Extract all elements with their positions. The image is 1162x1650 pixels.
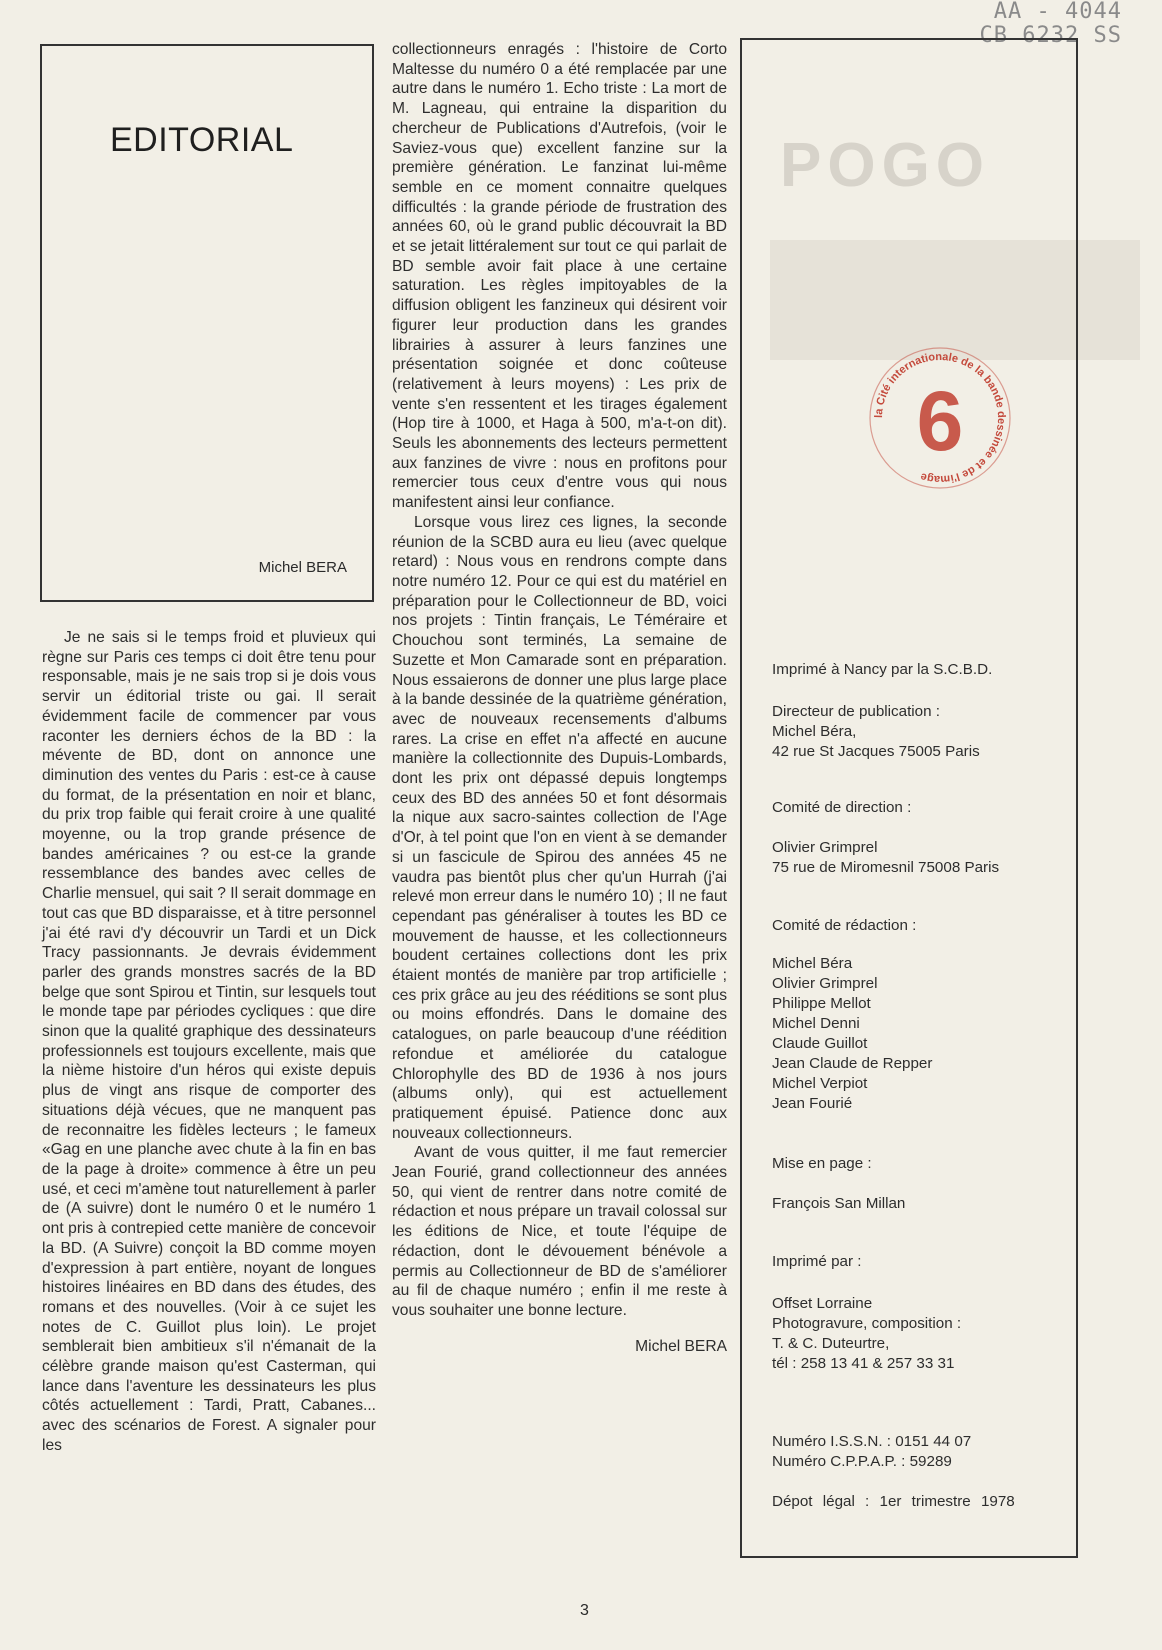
article-column-1: [42, 628, 376, 1456]
article-paragraph: Je ne sais si le temps froid et pluvieux qui règne sur Paris ces temps ci doit être tenu pour responsable, mais je ne sais trop si je dois vous servir un éditorial triste ou gai. Il serait évidemment facile de commencer par vous raconter les derniers échos de la BD : la mévente de BD, dont on annonce une diminution des ventes du Paris : est-ce à cause du format, de la présentation en noir et blanc, du prix trop faible qui ferait croire à une qualité moyenne, ou la trop grande présence de bandes américaines ? ou est-ce la grande ressemblance des bandes avec celles de Charlie mensuel, qui sait ? Il serait dommage en tout cas que BD disparaisse, et à titre personnel j'ai été ravi d'y découvrir un Tardi et un Dick Tracy passionnants. Je devrais évidemment parler des grands monstres sacrés de la BD belge que sont Spirou et Tintin, sur lesquels tout le monde tape par périodes cycliques : que dire sinon que la qualité graphique des dessinateurs professionnels est toujours excellente, mais que la nième histoire d'un héros qui existe depuis plus de vingt ans risque de comporter des situations déjà vécues, que ne manquent pas de reconnaitre les fidèles lecteurs ; le fameux «Gag en une planche avec chute à la fin en bas de la page à droite» commence à être un peu usé, et ceci m'amène tout naturellement à parler de (A suivre) dont le numéro 0 et le numéro 1 ont pris à contrepied cette manière de concevoir la BD. (A Suivre) conçoit la BD comme moyen d'expression à part entière, noyant de longues histoires linéaires en BD dans des études, des romans et des nouvelles. (Voir à ce sujet les notes de C. Guillot plus loin). Le projet semblerait bien ambitieux s'il n'émanait de la célèbre grande maison qu'est Casterman, qui lance dans l'aventure les dessinateurs les plus côtés actuellement : Tardi, Pratt, Cabanes... avec des scénarios de Forest. A signaler pour les: [42, 629, 376, 1454]
depot-legal: Dépot légal : 1er trimestre 1978: [772, 1493, 1015, 1510]
comite-direction-label: Comité de direction :: [772, 799, 912, 816]
issn-number: Numéro I.S.S.N. : 0151 44 07: [772, 1433, 972, 1450]
colophon-mise-en-page: [772, 1154, 872, 1174]
handwritten-line-2: CB 6232 SS: [979, 23, 1122, 48]
list-item: Michel Béra: [772, 955, 853, 972]
colophon-printed-in-text: Imprimé à Nancy par la S.C.B.D.: [772, 661, 993, 678]
list-item: Philippe Mellot: [772, 995, 871, 1012]
comite-redaction-label: Comité de rédaction :: [772, 917, 917, 934]
printer-line: T. & C. Duteurtre,: [772, 1335, 890, 1352]
article-signature: Michel BERA: [635, 1337, 727, 1355]
colophon-depot-legal: [772, 1492, 1015, 1512]
editorial-box-signature: Michel BERA: [258, 559, 347, 576]
stamp-text: la Cité internationale de la bande dessinée et de l'image: [872, 350, 1008, 486]
director-address: 42 rue St Jacques 75005 Paris: [772, 743, 980, 760]
article-paragraph: Lorsque vous lirez ces lignes, la seconde réunion de la SCBD aura eu lieu (avec quelque retard) : Nous vous en rendrons compte dans notre numéro 12. Pour ce qui est du matériel en préparation pour le Collectionneur de BD, voici nos projets : Tintin français, Le Téméraire et Chouchou sont terminés, La semaine de Suzette et Mon Camarade sont en préparation. Nous essaierons de donner une plus large place à la bande dessinée de la quatrième génération, avec de nouveaux recensements d'albums rares. La crise en effet n'a affecté en aucune manière la collectionnite des Dupuis-Lombards, dont les prix ont dépassé depuis longtemps ceux des BD des années 50 et font désormais la nique aux sacro-saintes collection de l'Age d'Or, à tel point que l'on en vient à se demander si un fascicule de Spirou des années 45 ne vaudra pas bientôt plus cher qu'un Hurrah (j'ai relevé mon erreur dans le numéro 10) ; Il ne faut cependant pas généraliser à toutes les BD ce mouvement de hausse, et les collectionneurs boudent certaines collections dont les prix étaient montés de manière par trop artificielle ; ces prix grâce au jeu des rééditions se sont plus ou moins effondrés. Dans le domaine des catalogues, on parle beaucoup d'une réédition refondue et améliorée du catalogue Chlorophylle des BD de 1936 à nos jours (albums only), qui est actuellement pratiquement épuisé. Patience donc aux nouveaux collectionneurs.: [392, 513, 727, 1142]
article-paragraph: Avant de vous quitter, il me faut remercier Jean Fourié, grand collectionneur des années 50, qui vient de rentrer dans notre comité de rédaction et nous prépare un travail colossal sur les éditions de Nice, et toute l'équipe de rédaction, dont le dévouement bénévole a permis au Collectionneur de BD de s'améliorer au fil de chaque numéro ; enfin il me reste à vous souhaiter une bonne lecture.: [392, 1144, 727, 1319]
colophon-numbers: [772, 1432, 971, 1472]
printer-line: Photogravure, composition :: [772, 1315, 962, 1332]
mise-en-page-label: Mise en page :: [772, 1155, 872, 1172]
colophon-comite-direction: [772, 798, 911, 818]
colophon-comite-redaction: [772, 916, 916, 936]
editorial-box: [40, 44, 374, 602]
list-item: Michel Verpiot: [772, 1075, 868, 1092]
list-item: Michel Denni: [772, 1015, 860, 1032]
handwritten-line-1: AA - 4044: [993, 0, 1122, 24]
page-number: 3: [580, 1602, 589, 1619]
printer-line: Offset Lorraine: [772, 1295, 873, 1312]
comite-direction-name: Olivier Grimprel: [772, 839, 878, 856]
colophon-imprime-par: [772, 1252, 861, 1272]
colophon-comite-direction-member: [772, 838, 999, 878]
colophon-printer: [772, 1294, 961, 1374]
list-item: Jean Claude de Repper: [772, 1055, 933, 1072]
printer-line: tél : 258 13 41 & 257 33 31: [772, 1355, 955, 1372]
director-label: Directeur de publication :: [772, 703, 940, 720]
list-item: Olivier Grimprel: [772, 975, 878, 992]
article-paragraph: collectionneurs enragés : l'histoire de Corto Maltesse du numéro 0 a été remplacée par une autre dans le numéro 1. Echo triste : La mort de M. Lagneau, qui entraine la disparition du chercheur de Publications d'Autrefois, (voir le Saviez-vous que) excellent fanzine sur la première génération. Le fanzinat lui-même semble en ce moment connaitre quelques difficultés : la grande période de frustration des années 60, où le grand public découvrait la BD et se jetait littéralement sur tout ce qui parlait de BD semble avoir fait place à une certaine saturation. Les règles impitoyables de la diffusion obligent les fanzineux qui désirent voir figurer leur production dans les grandes librairies à assurer à leurs fanzines une présentation soignée et donc coûteuse (relativement à leurs moyens) : Les prix de vente s'en ressentent et les tirages également (Hop tire à 1000, et Haga à 500, m'a-t-on dit). Seuls les abonnements des lecteurs permettent aux fanzines de vivre : nous en profitons pour remercier tous ceux d'entre vous qui nous manifestent ainsi leur confiance.: [392, 41, 727, 512]
colophon-mise-en-page-name: [772, 1194, 905, 1214]
comite-redaction-list: [772, 954, 932, 1114]
show-through-pogo: POGO: [780, 131, 991, 200]
list-item: Jean Fourié: [772, 1095, 853, 1112]
imprime-par-label: Imprimé par :: [772, 1253, 862, 1270]
list-item: Claude Guillot: [772, 1035, 868, 1052]
colophon-printed-in: [772, 660, 992, 680]
editorial-title: EDITORIAL: [110, 121, 294, 159]
colophon-box: [740, 38, 1078, 1558]
colophon-director: [772, 702, 980, 762]
mise-en-page-name: François San Millan: [772, 1195, 906, 1212]
cppap-number: Numéro C.P.P.A.P. : 59289: [772, 1453, 952, 1470]
svg-text:6: 6: [916, 374, 964, 468]
library-stamp: [860, 338, 1020, 498]
comite-direction-address: 75 rue de Miromesnil 75008 Paris: [772, 859, 1000, 876]
article-column-2: [392, 40, 727, 1356]
director-name: Michel Béra,: [772, 723, 857, 740]
